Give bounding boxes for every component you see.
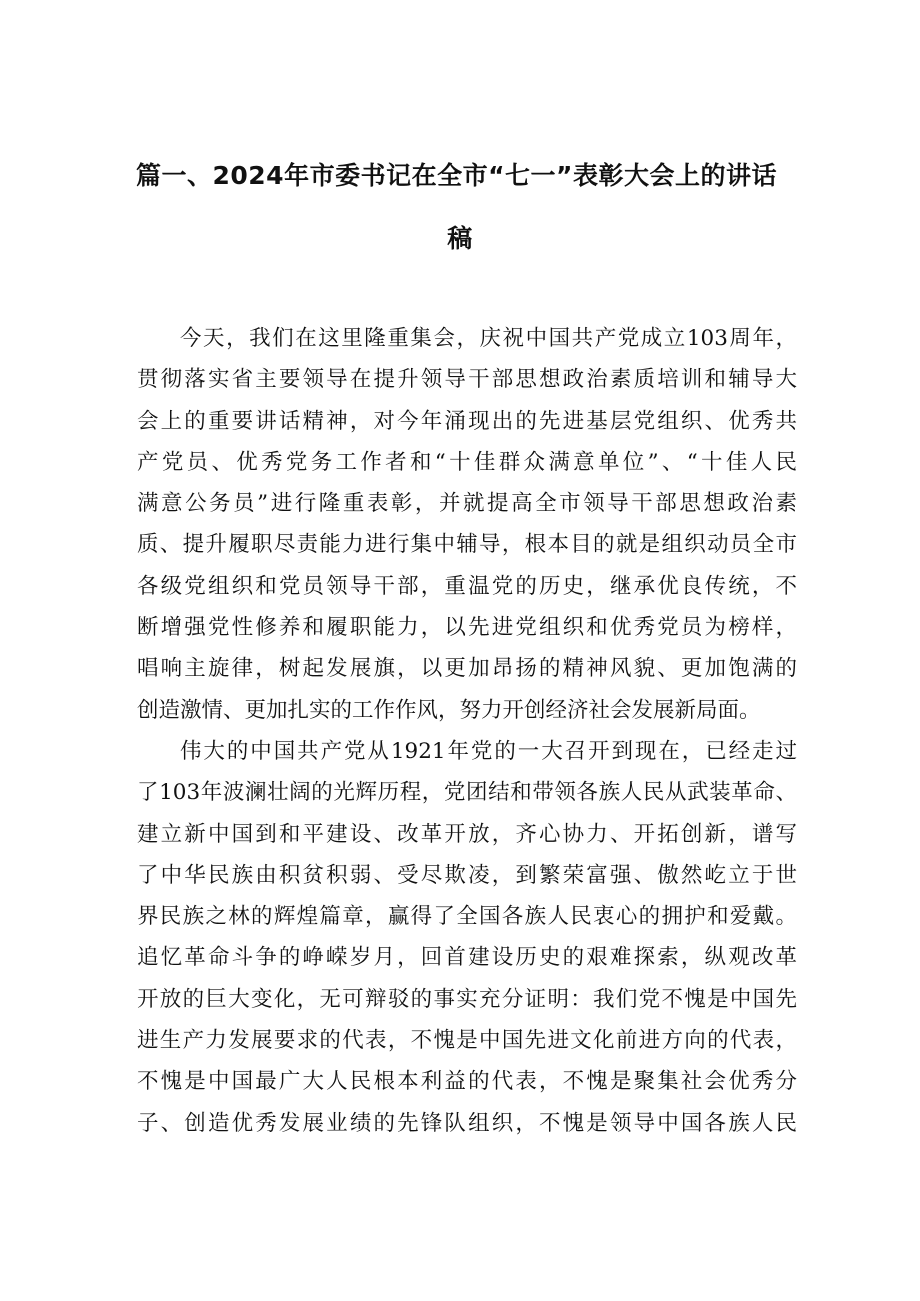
document-title-line1: 篇一、2024年市委书记在全市“七一”表彰大会上的讲话 bbox=[136, 161, 777, 190]
paragraph-1-line: 满意公务员”进行隆重表彰，并就提高全市领导干部思想政治素 bbox=[137, 491, 797, 517]
paragraph-2-line: 伟大的中国共产党从1921年党的一大召开到现在，已经走过 bbox=[180, 738, 797, 764]
paragraph-2-line: 追忆革命斗争的峥嵘岁月，回首建设历史的艰难探索，纵观改革 bbox=[137, 945, 797, 971]
paragraph-2-line: 界民族之林的辉煌篇章，赢得了全国各族人民衷心的拥护和爱戴。 bbox=[137, 904, 797, 930]
paragraph-1-line: 唱响主旋律，树起发展旗，以更加昂扬的精神风貌、更加饱满的 bbox=[137, 656, 797, 682]
paragraph-2-line: 了中华民族由积贫积弱、受尽欺凌，到繁荣富强、傲然屹立于世 bbox=[137, 862, 797, 888]
paragraph-2-line: 建立新中国到和平建设、改革开放，齐心协力、开拓创新，谱写 bbox=[137, 821, 797, 847]
paragraph-1-line: 质、提升履职尽责能力进行集中辅导，根本目的就是组织动员全市 bbox=[137, 532, 797, 558]
paragraph-1-line: 创造激情、更加扎实的工作作风，努力开创经济社会发展新局面。 bbox=[137, 697, 761, 723]
paragraph-1-line: 各级党组织和党员领导干部，重温党的历史，继承优良传统，不 bbox=[137, 573, 797, 599]
paragraph-1-line: 会上的重要讲话精神，对今年涌现出的先进基层党组织、优秀共 bbox=[137, 408, 797, 434]
paragraph-1-line: 断增强党性修养和履职能力，以先进党组织和优秀党员为榜样， bbox=[137, 615, 797, 641]
document-body bbox=[137, 318, 797, 1144]
paragraph-2-line: 了103年波澜壮阔的光辉历程，党团结和带领各族人民从武装革命、 bbox=[137, 780, 797, 806]
paragraph-2-line: 子、创造优秀发展业绩的先锋队组织，不愧是领导中国各族人民 bbox=[137, 1110, 797, 1136]
paragraph-2-line: 进生产力发展要求的代表，不愧是中国先进文化前进方向的代表， bbox=[137, 1028, 797, 1054]
paragraph-1-line: 贯彻落实省主要领导在提升领导干部思想政治素质培训和辅导大 bbox=[137, 367, 797, 393]
paragraph-2-line: 不愧是中国最广大人民根本利益的代表，不愧是聚集社会优秀分 bbox=[137, 1069, 797, 1095]
document-title-line2: 稿 bbox=[447, 224, 473, 253]
paragraph-2-line: 开放的巨大变化，无可辩驳的事实充分证明：我们党不愧是中国先 bbox=[137, 986, 797, 1012]
paragraph-1-line: 产党员、优秀党务工作者和“十佳群众满意单位”、“十佳人民 bbox=[137, 449, 797, 475]
paragraph-1-line: 今天，我们在这里隆重集会，庆祝中国共产党成立103周年， bbox=[180, 326, 797, 351]
